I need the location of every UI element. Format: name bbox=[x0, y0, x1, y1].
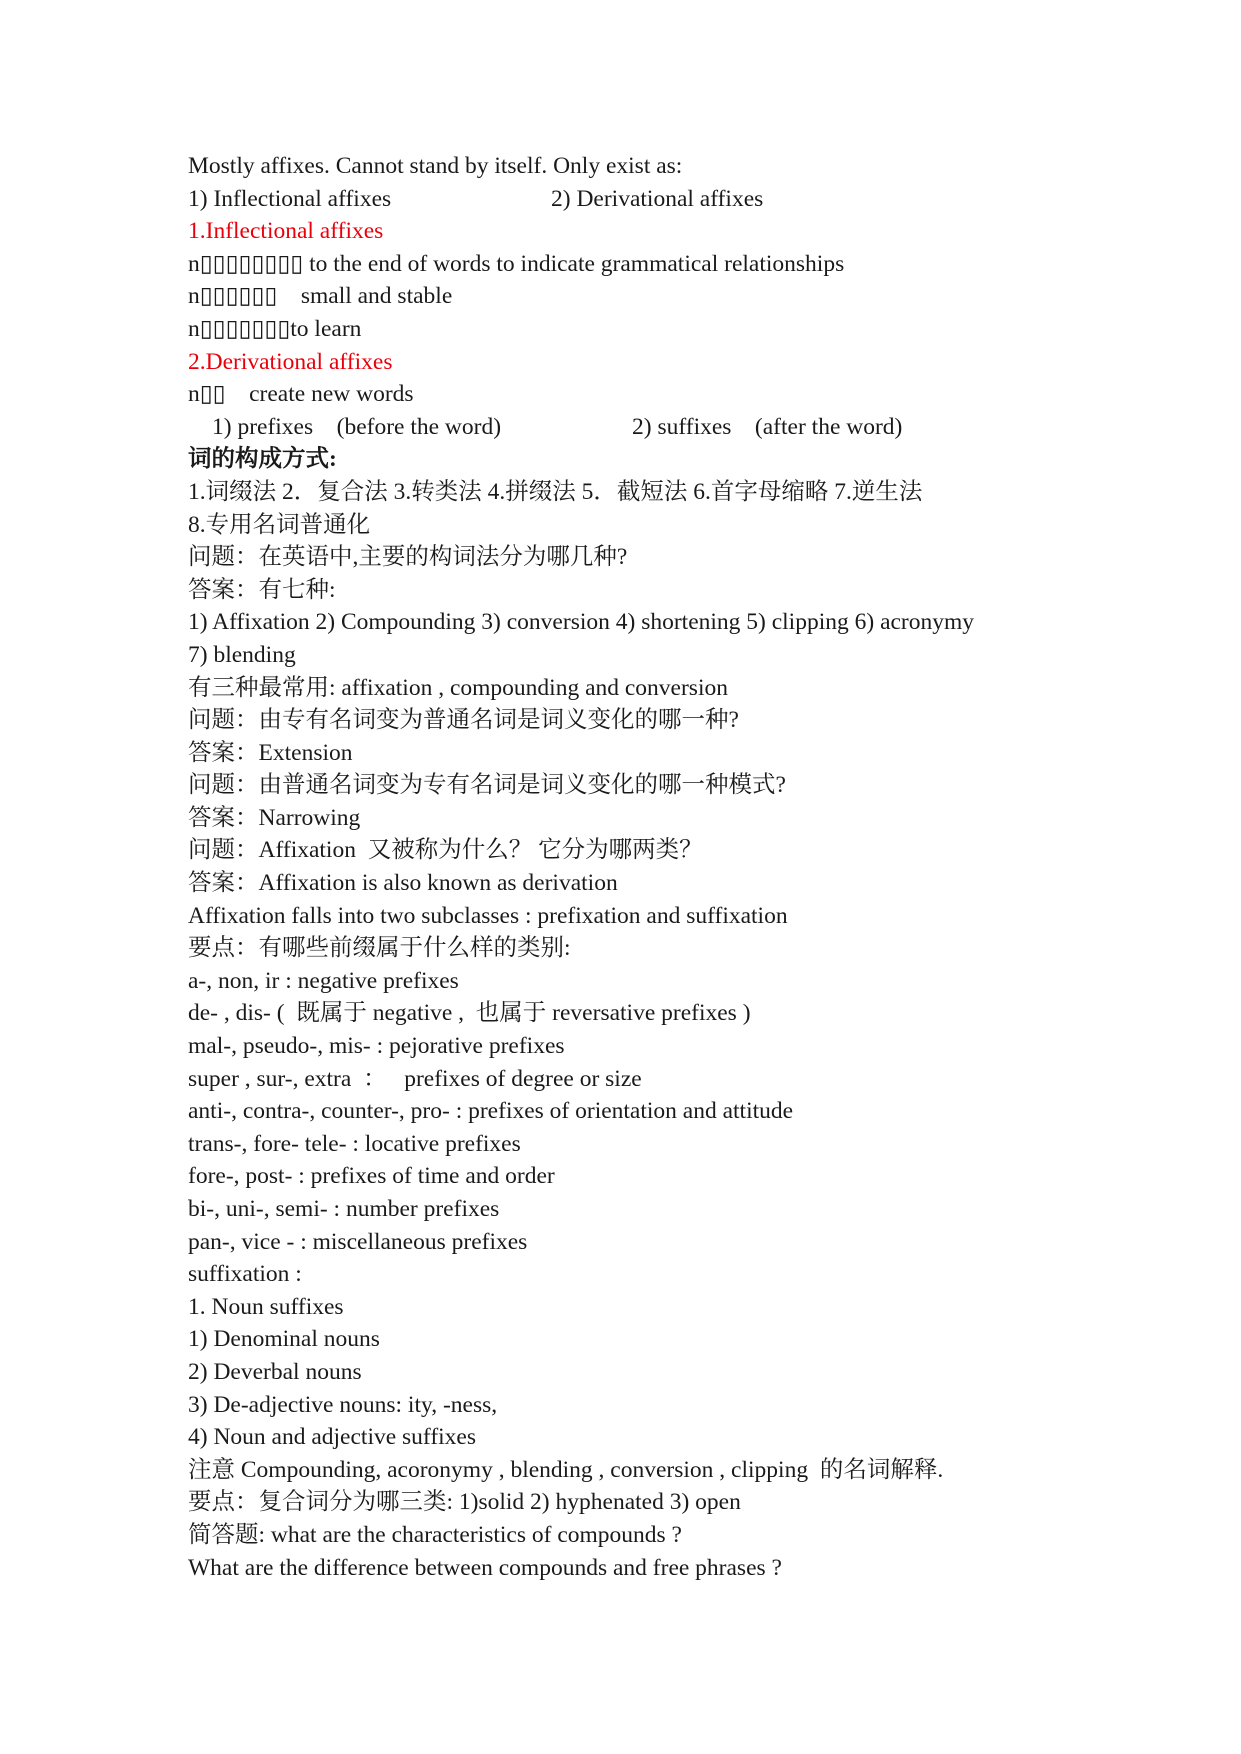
text-line: 问题：Affixation 又被称为什么？ 它分为哪两类？ bbox=[188, 837, 703, 864]
text-line: 8.专用名词普通化 bbox=[188, 511, 371, 538]
text-line: 注意 Compounding, acoronymy , blending , conversion , clipping 的名词解释. bbox=[188, 1456, 944, 1483]
text-line: 简答题: what are the characteristics of compounds ? bbox=[188, 1521, 682, 1548]
inflectional-point-2: n▯▯▯▯▯▯ small and stable bbox=[188, 283, 453, 310]
text-line: anti-, contra-, counter-, pro- : prefixes of orientation and attitude bbox=[188, 1098, 794, 1125]
text-line: 答案：有七种: bbox=[188, 576, 336, 603]
text-line: a-, non, ir : negative prefixes bbox=[188, 967, 459, 994]
text-line: What are the difference between compounds and free phrases ? bbox=[188, 1554, 782, 1581]
text-line: 问题：由专有名词变为普通名词是词义变化的哪一种? bbox=[188, 707, 739, 734]
text-line: mal-, pseudo-, mis- : pejorative prefixes bbox=[188, 1033, 565, 1060]
derivational-point: n▯▯ create new words bbox=[188, 381, 414, 408]
text-line: 1) Affixation 2) Compounding 3) conversion 4) shortening 5) clipping 6) acronymy 7) blending bbox=[188, 609, 975, 668]
text-line: de- , dis- ( 既属于 negative , 也属于 reversative prefixes ) bbox=[188, 1000, 751, 1027]
text-line: 2) Deverbal nouns bbox=[188, 1358, 362, 1385]
text-line: 4) Noun and adjective suffixes bbox=[188, 1424, 477, 1451]
intro-line: Mostly affixes. Cannot stand by itself. Only exist as: bbox=[188, 153, 683, 179]
text-line: 答案：Narrowing bbox=[188, 804, 361, 831]
inflectional-point-3: n▯▯▯▯▯▯▯to learn bbox=[188, 315, 362, 342]
text-line: pan-, vice - : miscellaneous prefixes bbox=[188, 1228, 528, 1255]
text-line: 3) De-adjective nouns: ity, -ness, bbox=[188, 1391, 498, 1418]
text-line: trans-, fore- tele- : locative prefixes bbox=[188, 1130, 521, 1157]
text-line: 有三种最常用: affixation , compounding and conversion bbox=[188, 674, 728, 701]
text-line: suffixation : bbox=[188, 1261, 302, 1288]
text-line: super , sur-, extra ： prefixes of degree or size bbox=[188, 1065, 642, 1092]
suffixes-item: 2) suffixes (after the word) bbox=[632, 413, 903, 440]
text-line: 问题：在英语中,主要的构词法分为哪几种? bbox=[188, 544, 628, 571]
text-line: Affixation falls into two subclasses : prefixation and suffixation bbox=[188, 902, 788, 929]
inflectional-type: 1) Inflectional affixes bbox=[188, 185, 392, 212]
text-line: 要点：有哪些前缀属于什么样的类别: bbox=[188, 935, 571, 962]
inflectional-point-1: n▯▯▯▯▯▯▯▯ to the end of words to indicate grammatical relationships bbox=[188, 250, 845, 277]
text-line: 要点：复合词分为哪三类: 1)solid 2) hyphenated 3) open bbox=[188, 1489, 741, 1516]
text-line: 1.词缀法 2．复合法 3.转类法 4.拼缀法 5．截短法 6.首字母缩略 7.逆生法 bbox=[188, 478, 923, 505]
derivational-type: 2) Derivational affixes bbox=[551, 185, 764, 212]
text-line: 1) Denominal nouns bbox=[188, 1326, 380, 1353]
formation-heading: 词的构成方式: bbox=[188, 446, 337, 473]
text-line: 答案：Extension bbox=[188, 739, 353, 766]
text-line: 1. Noun suffixes bbox=[188, 1293, 344, 1320]
document-page bbox=[188, 150, 1088, 1584]
text-line: 答案：Affixation is also known as derivation bbox=[188, 870, 618, 897]
prefix-suffix-row bbox=[188, 411, 1088, 444]
text-line: fore-, post- : prefixes of time and order bbox=[188, 1163, 555, 1190]
prefixes-item: 1) prefixes (before the word) bbox=[212, 413, 502, 440]
text-line: 问题：由普通名词变为专有名词是词义变化的哪一种模式? bbox=[188, 772, 786, 799]
derivational-heading: 2.Derivational affixes bbox=[188, 348, 393, 375]
affix-types-row bbox=[188, 183, 1088, 216]
inflectional-heading: 1.Inflectional affixes bbox=[188, 218, 384, 245]
text-line: bi-, uni-, semi- : number prefixes bbox=[188, 1196, 500, 1222]
